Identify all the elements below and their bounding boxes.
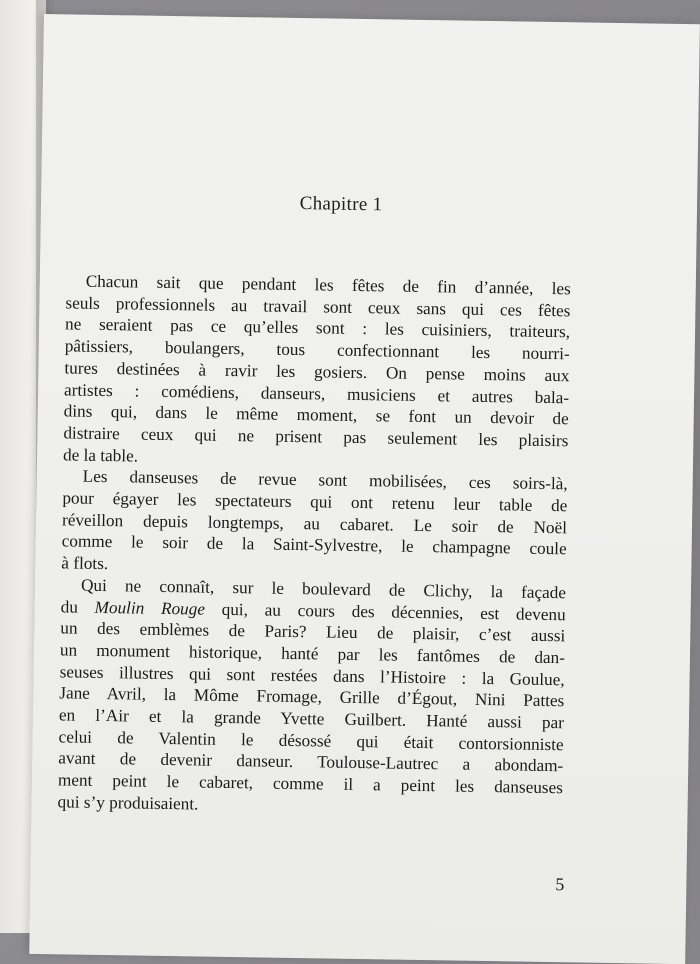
text-line: Les danseuses de revue sont mobilisées, ces soirs-là, [82, 466, 568, 494]
paragraph-2 [61, 466, 568, 582]
text-line: Qui ne connaît, sur le boulevard de Clichy, la façade [80, 575, 567, 603]
text-line: seuls professionnels au travail sont ceux sans qui ces fêtes [65, 293, 571, 321]
body-text [57, 270, 570, 820]
text-line: tures destinées à ravir les gosiers. On pense moins aux [64, 358, 570, 386]
text-line: un monument historique, hanté par les fantômes de dan- [59, 640, 566, 668]
text-line: avant de devenir danseur. Toulouse-Lautrec a abondam- [58, 748, 564, 776]
paragraph-3 [57, 574, 566, 821]
paragraph-1 [63, 270, 571, 473]
text-line: seuses illustres qui sont restées dans l’Histoire : la Goulue, [59, 661, 565, 689]
text-line: ne seraient pas ce qu’elles sont : les cuisiniers, traiteurs, [64, 314, 571, 342]
text-line: Jane Avril, la Môme Fromage, Grille d’Égout, Nini Pattes [59, 683, 565, 711]
text-line-italic-title: du Moulin Rouge qui, au cours des décennies, est devenu [60, 596, 566, 624]
italic-title: Moulin Rouge [94, 597, 206, 619]
text-line: comme le soir de la Saint-Sylvestre, le champagne coule [61, 531, 567, 559]
text-line: pâtissiers, boulangers, tous confectionnant les nourri- [64, 336, 570, 364]
text-line: artistes : comédiens, danseurs, musiciens et autres bala- [63, 379, 570, 407]
text-line: en l’Air et la grande Yvette Guilbert. Hanté aussi par [58, 705, 565, 733]
text-line: Chacun sait que pendant les fêtes de fin d’année, les [85, 271, 571, 299]
text-line: dins qui, dans le même moment, se font un devoir de [63, 401, 569, 429]
text-line: de la table. [62, 444, 139, 466]
text-line: à flots. [61, 553, 109, 574]
text-line: celui de Valentin le désossé qui était contorsionniste [58, 727, 564, 755]
text-line: qui s’y produisaient. [57, 792, 199, 814]
book-page [29, 14, 700, 964]
text-line: ment peint le cabaret, comme il a peint les danseuses [57, 770, 564, 798]
text-line: un des emblèmes de Paris? Lieu de plaisir, c’est aussi [60, 618, 566, 646]
text-line: réveillon depuis longtemps, au cabaret. Le soir de Noël [61, 510, 568, 538]
text-line: distraire ceux qui ne prisent pas seulement les plaisirs [63, 423, 569, 451]
page-number: 5 [555, 874, 565, 895]
chapter-title: Chapitre 1 [299, 193, 383, 216]
text-line: pour égayer les spectateurs qui ont retenu leur table de [62, 488, 568, 516]
